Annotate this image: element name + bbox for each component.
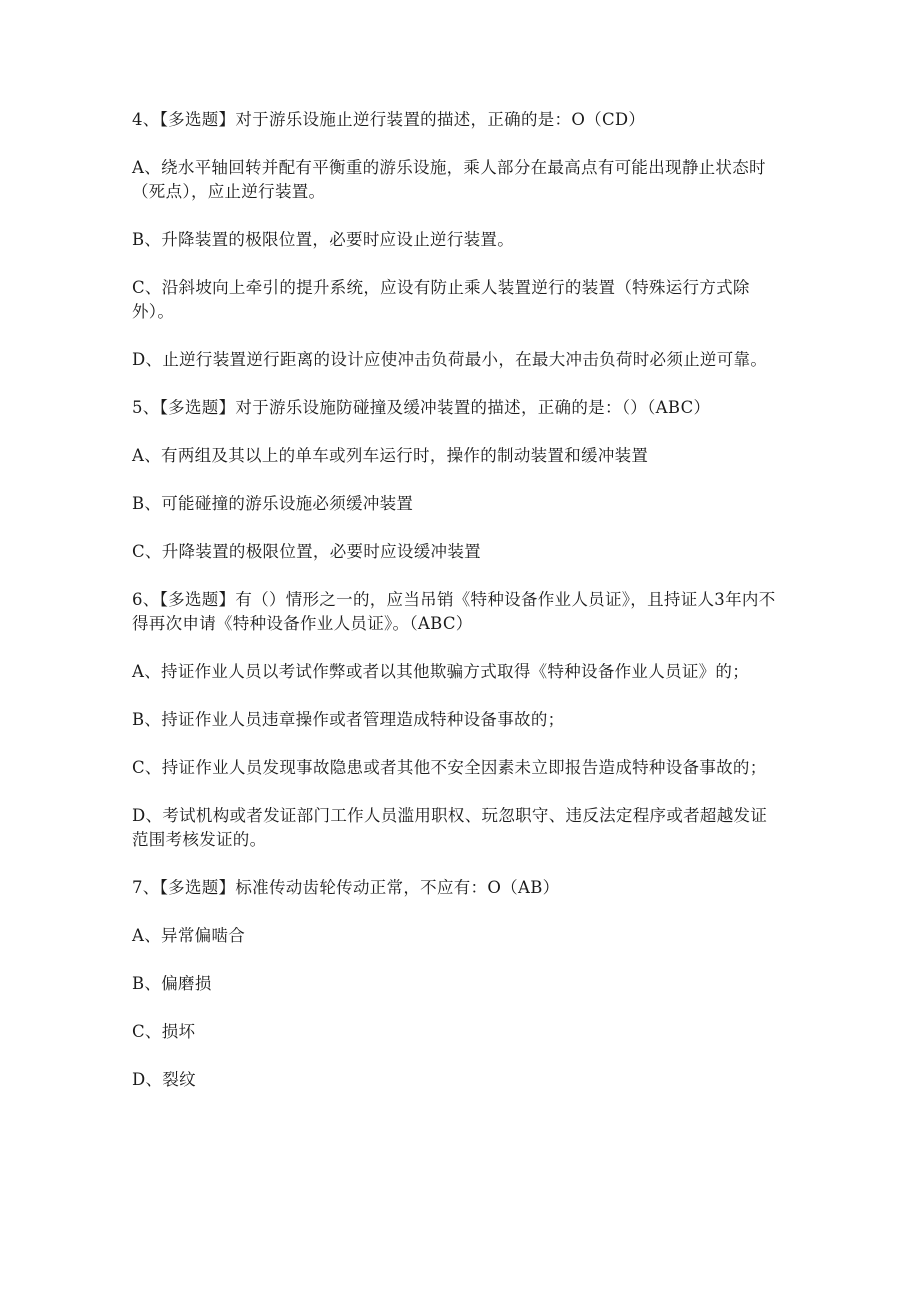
option-a: A、有两组及其以上的单车或列车运行时，操作的制动装置和缓冲装置 (132, 446, 649, 465)
question-stem: 7、【多选题】标准传动齿轮传动正常，不应有：O（AB） (132, 878, 560, 897)
question-stem: 6、【多选题】有（）情形之一的，应当吊销《特种设备作业人员证》，且持证人3年内不得再次申请《特种设备作业人员证》。（ABC） (132, 590, 776, 633)
option-a: A、异常偏啮合 (132, 926, 246, 945)
option-c: C、升降装置的极限位置，必要时应设缓冲装置 (132, 542, 481, 561)
option-b: B、持证作业人员违章操作或者管理造成特种设备事故的； (132, 710, 565, 729)
document-page (132, 108, 782, 1116)
question-5 (132, 396, 782, 564)
option-b: B、偏磨损 (132, 974, 212, 993)
option-c: C、损坏 (132, 1022, 196, 1041)
question-4 (132, 108, 782, 372)
option-c: C、沿斜坡向上牵引的提升系统，应设有防止乘人装置逆行的装置（特殊运行方式除外）。 (132, 278, 750, 321)
option-d: D、考试机构或者发证部门工作人员滥用职权、玩忽职守、违反法定程序或者超越发证范围考核发证的。 (132, 806, 768, 849)
question-7 (132, 876, 782, 1092)
option-d: D、裂纹 (132, 1070, 196, 1089)
option-c: C、持证作业人员发现事故隐患或者其他不安全因素未立即报告造成特种设备事故的； (132, 758, 767, 777)
option-b: B、可能碰撞的游乐设施必须缓冲装置 (132, 494, 414, 513)
option-b: B、升降装置的极限位置，必要时应设止逆行装置。 (132, 230, 515, 249)
option-a: A、持证作业人员以考试作弊或者以其他欺骗方式取得《特种设备作业人员证》的； (132, 662, 750, 681)
question-stem: 5、【多选题】对于游乐设施防碰撞及缓冲装置的描述，正确的是：（）（ABC） (132, 398, 711, 417)
question-stem: 4、【多选题】对于游乐设施止逆行装置的描述，正确的是：O（CD） (132, 110, 646, 129)
question-6 (132, 588, 782, 852)
option-d: D、止逆行装置逆行距离的设计应使冲击负荷最小，在最大冲击负荷时必须止逆可靠。 (132, 350, 768, 369)
option-a: A、绕水平轴回转并配有平衡重的游乐设施，乘人部分在最高点有可能出现静止状态时（死点），应止逆行装置。 (132, 158, 766, 201)
